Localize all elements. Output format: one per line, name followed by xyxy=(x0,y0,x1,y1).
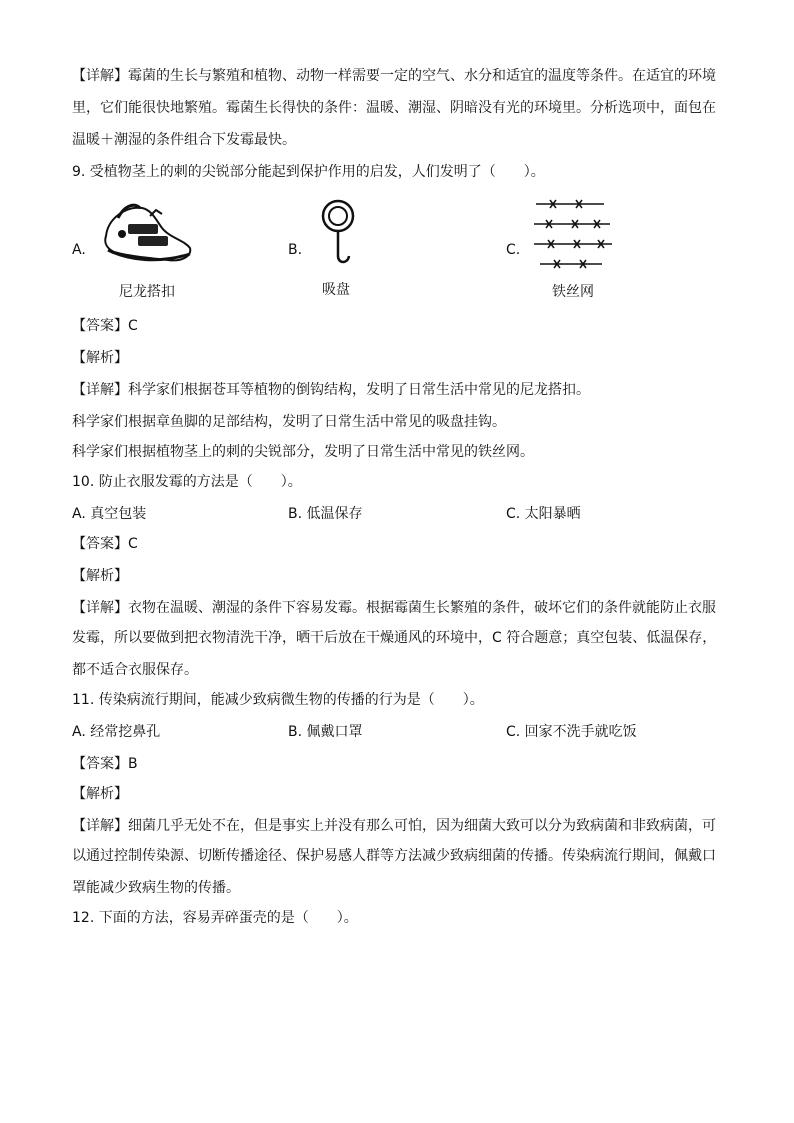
velcro-shoe-icon xyxy=(98,198,198,268)
explanation-line: 以通过控制传染源、切断传播途径、保护易感人群等方法减少致病细菌的传播。传染病流行期间，佩戴口 xyxy=(72,848,716,864)
explanation-line: 【详解】细菌几乎无处不在，但是事实上并没有那么可怕，因为细菌大致可以分为致病菌和非致病菌，可 xyxy=(72,818,716,834)
option-b: B. 佩戴口罩 xyxy=(288,724,363,740)
analysis-label: 【解析】 xyxy=(72,350,128,366)
explanation-line: 发霉，所以要做到把衣物清洗干净，晒干后放在干燥通风的环境中，C 符合题意；真空包装、低温保存， xyxy=(72,630,717,646)
question-11-stem: 11. 传染病流行期间，能减少致病微生物的传播的行为是（ ）。 xyxy=(72,692,484,708)
question-9-stem: 9. 受植物茎上的刺的尖锐部分能起到保护作用的启发，人们发明了（ ）。 xyxy=(72,164,545,180)
explanation-line: 【详解】科学家们根据苍耳等植物的倒钩结构，发明了日常生活中常见的尼龙搭扣。 xyxy=(72,382,590,398)
option-b: B. 低温保存 xyxy=(288,506,363,522)
analysis-label: 【解析】 xyxy=(72,568,128,584)
option-c-caption: 铁丝网 xyxy=(552,284,594,300)
explanation-line: 都不适合衣服保存。 xyxy=(72,662,198,678)
explanation-line: 里，它们能很快地繁殖。霉菌生长得快的条件：温暖、潮湿、阴暗没有光的环境里。分析选项中，面包在 xyxy=(72,100,716,116)
answer-label: 【答案】C xyxy=(72,318,138,334)
option-c-letter: C. xyxy=(506,242,521,258)
answer-label: 【答案】C xyxy=(72,536,138,552)
option-c: C. 太阳暴晒 xyxy=(506,506,581,522)
explanation-line: 【详解】霉菌的生长与繁殖和植物、动物一样需要一定的空气、水分和适宜的温度等条件。在适宜的环境 xyxy=(72,68,716,84)
option-a-caption: 尼龙搭扣 xyxy=(119,284,175,300)
option-b-caption: 吸盘 xyxy=(322,282,350,298)
option-b-letter: B. xyxy=(288,242,303,258)
question-12-stem: 12. 下面的方法，容易弄碎蛋壳的是（ ）。 xyxy=(72,910,358,926)
option-a: A. 经常挖鼻孔 xyxy=(72,724,161,740)
barbed-wire-icon xyxy=(530,196,614,272)
explanation-line: 温暖＋潮湿的条件组合下发霉最快。 xyxy=(72,132,296,148)
option-a-letter: A. xyxy=(72,242,86,258)
explanation-line: 【详解】衣物在温暖、潮湿的条件下容易发霉。根据霉菌生长繁殖的条件，破坏它们的条件就能防止衣服 xyxy=(72,600,716,616)
option-a: A. 真空包装 xyxy=(72,506,147,522)
analysis-label: 【解析】 xyxy=(72,786,128,802)
answer-label: 【答案】B xyxy=(72,756,138,772)
explanation-line: 罩能减少致病生物的传播。 xyxy=(72,880,240,896)
explanation-line: 科学家们根据植物茎上的刺的尖锐部分，发明了日常生活中常见的铁丝网。 xyxy=(72,444,534,460)
question-10-stem: 10. 防止衣服发霉的方法是（ ）。 xyxy=(72,474,302,490)
suction-hook-icon xyxy=(318,198,358,270)
option-c: C. 回家不洗手就吃饭 xyxy=(506,724,637,740)
explanation-line: 科学家们根据章鱼脚的足部结构，发明了日常生活中常见的吸盘挂钩。 xyxy=(72,414,506,430)
